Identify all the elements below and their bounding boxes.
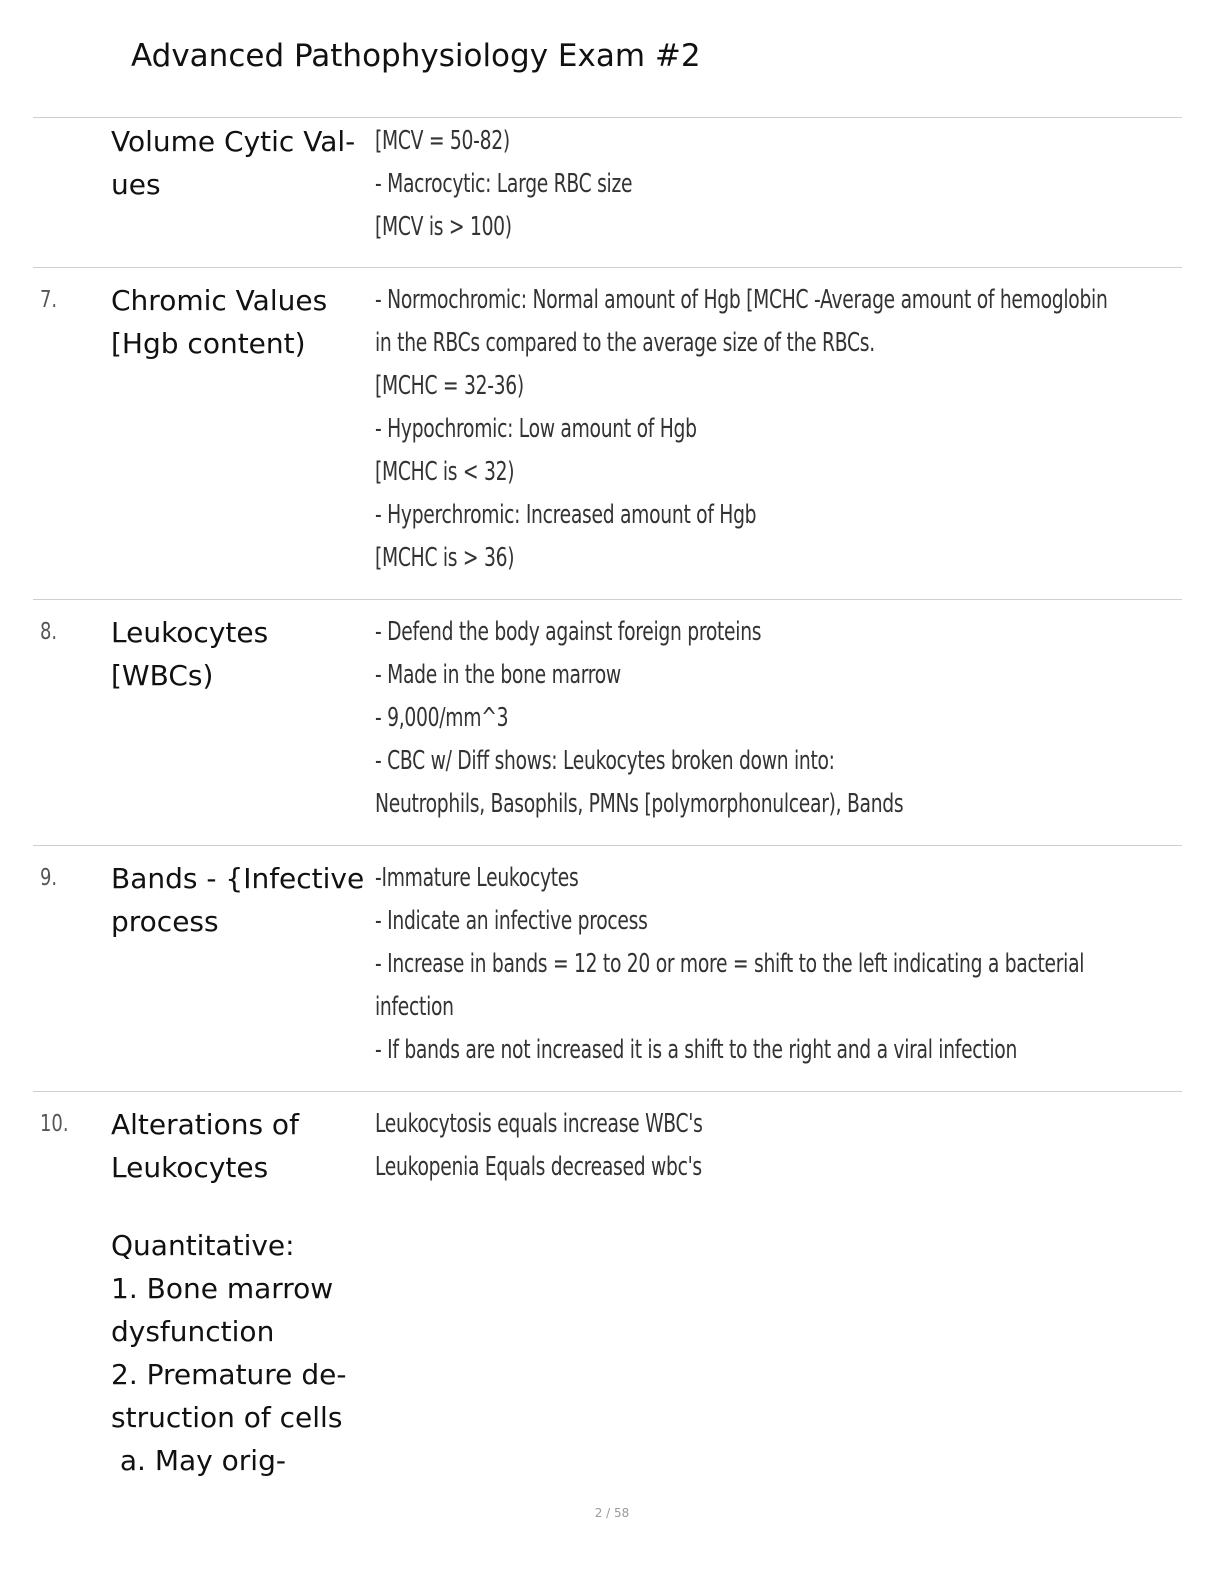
definition-line: - Macrocytic: Large RBC size [375,169,633,199]
definition-line: Leukocytosis equals increase WBC's [375,1109,703,1139]
term-line: Bands - {Infective [111,862,365,895]
row-definition [375,611,1109,826]
definition-line: [MCHC is > 36) [375,543,515,573]
row-term [111,611,369,697]
document-title: Advanced Pathophysiology Exam #2 [131,38,701,74]
term-line: a. May orig- [111,1444,286,1477]
row-definition [375,120,732,249]
term-line-spacer [111,1189,369,1224]
term-line: struction of cells [111,1401,343,1434]
term-line: Leukocytes [111,616,269,649]
table-row-divider [33,1091,1182,1092]
row-number: 7. [40,287,58,313]
definition-line: - Made in the bone marrow [375,660,621,690]
row-term [111,120,369,206]
term-line: ues [111,168,161,201]
definition-line: - Increase in bands = 12 to 20 or more = shift to the left indicating a bacterial [375,949,1085,979]
definition-line: [MCHC is < 32) [375,457,515,487]
term-line: Alterations of [111,1108,299,1141]
term-line: 2. Premature de- [111,1358,347,1391]
term-line: Chromic Values [111,284,328,317]
definition-line: [MCHC = 32-36) [375,371,524,401]
definition-line: infection [375,992,454,1022]
page-indicator: 2 / 58 [594,1506,630,1520]
definition-line: - Hyperchromic: Increased amount of Hgb [375,500,757,530]
definition-line: - Normochromic: Normal amount of Hgb [MCHC -Average amount of hemoglobin [375,285,1108,315]
definition-line: - If bands are not increased it is a shift to the right and a viral infection [375,1035,1018,1065]
term-line: [Hgb content) [111,327,306,360]
definition-line: Leukopenia Equals decreased wbc's [375,1152,702,1182]
row-number: 10. [40,1111,69,1137]
row-term [111,279,369,365]
term-line: 1. Bone marrow [111,1272,334,1305]
term-line: Quantitative: [111,1229,295,1262]
table-row-divider [33,599,1182,600]
definition-line: - Defend the body against foreign proteins [375,617,762,647]
definition-line: - CBC w/ Diff shows: Leukocytes broken down into: [375,746,835,776]
row-definition [375,857,1224,1072]
definition-line: in the RBCs compared to the average size of the RBCs. [375,328,875,358]
term-line: [WBCs) [111,659,214,692]
row-term [111,1103,369,1482]
definition-line: -Immature Leukocytes [375,863,579,893]
table-row-divider [33,267,1182,268]
definition-line: - Indicate an infective process [375,906,648,936]
table-row-divider [33,117,1182,118]
table-row-divider [33,845,1182,846]
row-term [111,857,369,943]
definition-line: [MCV is > 100) [375,212,512,242]
row-number: 9. [40,865,58,891]
definition-line: - Hypochromic: Low amount of Hgb [375,414,697,444]
term-line: Volume Cytic Val- [111,125,356,158]
term-line: process [111,905,219,938]
row-definition [375,279,1224,580]
term-line: Leukocytes [111,1151,269,1184]
term-line: dysfunction [111,1315,275,1348]
definition-line: Neutrophils, Basophils, PMNs [polymorphonulcear), Bands [375,789,904,819]
row-number: 8. [40,619,58,645]
definition-line: - 9,000/mm^3 [375,703,509,733]
row-definition [375,1103,830,1189]
definition-line: [MCV = 50-82) [375,126,510,156]
